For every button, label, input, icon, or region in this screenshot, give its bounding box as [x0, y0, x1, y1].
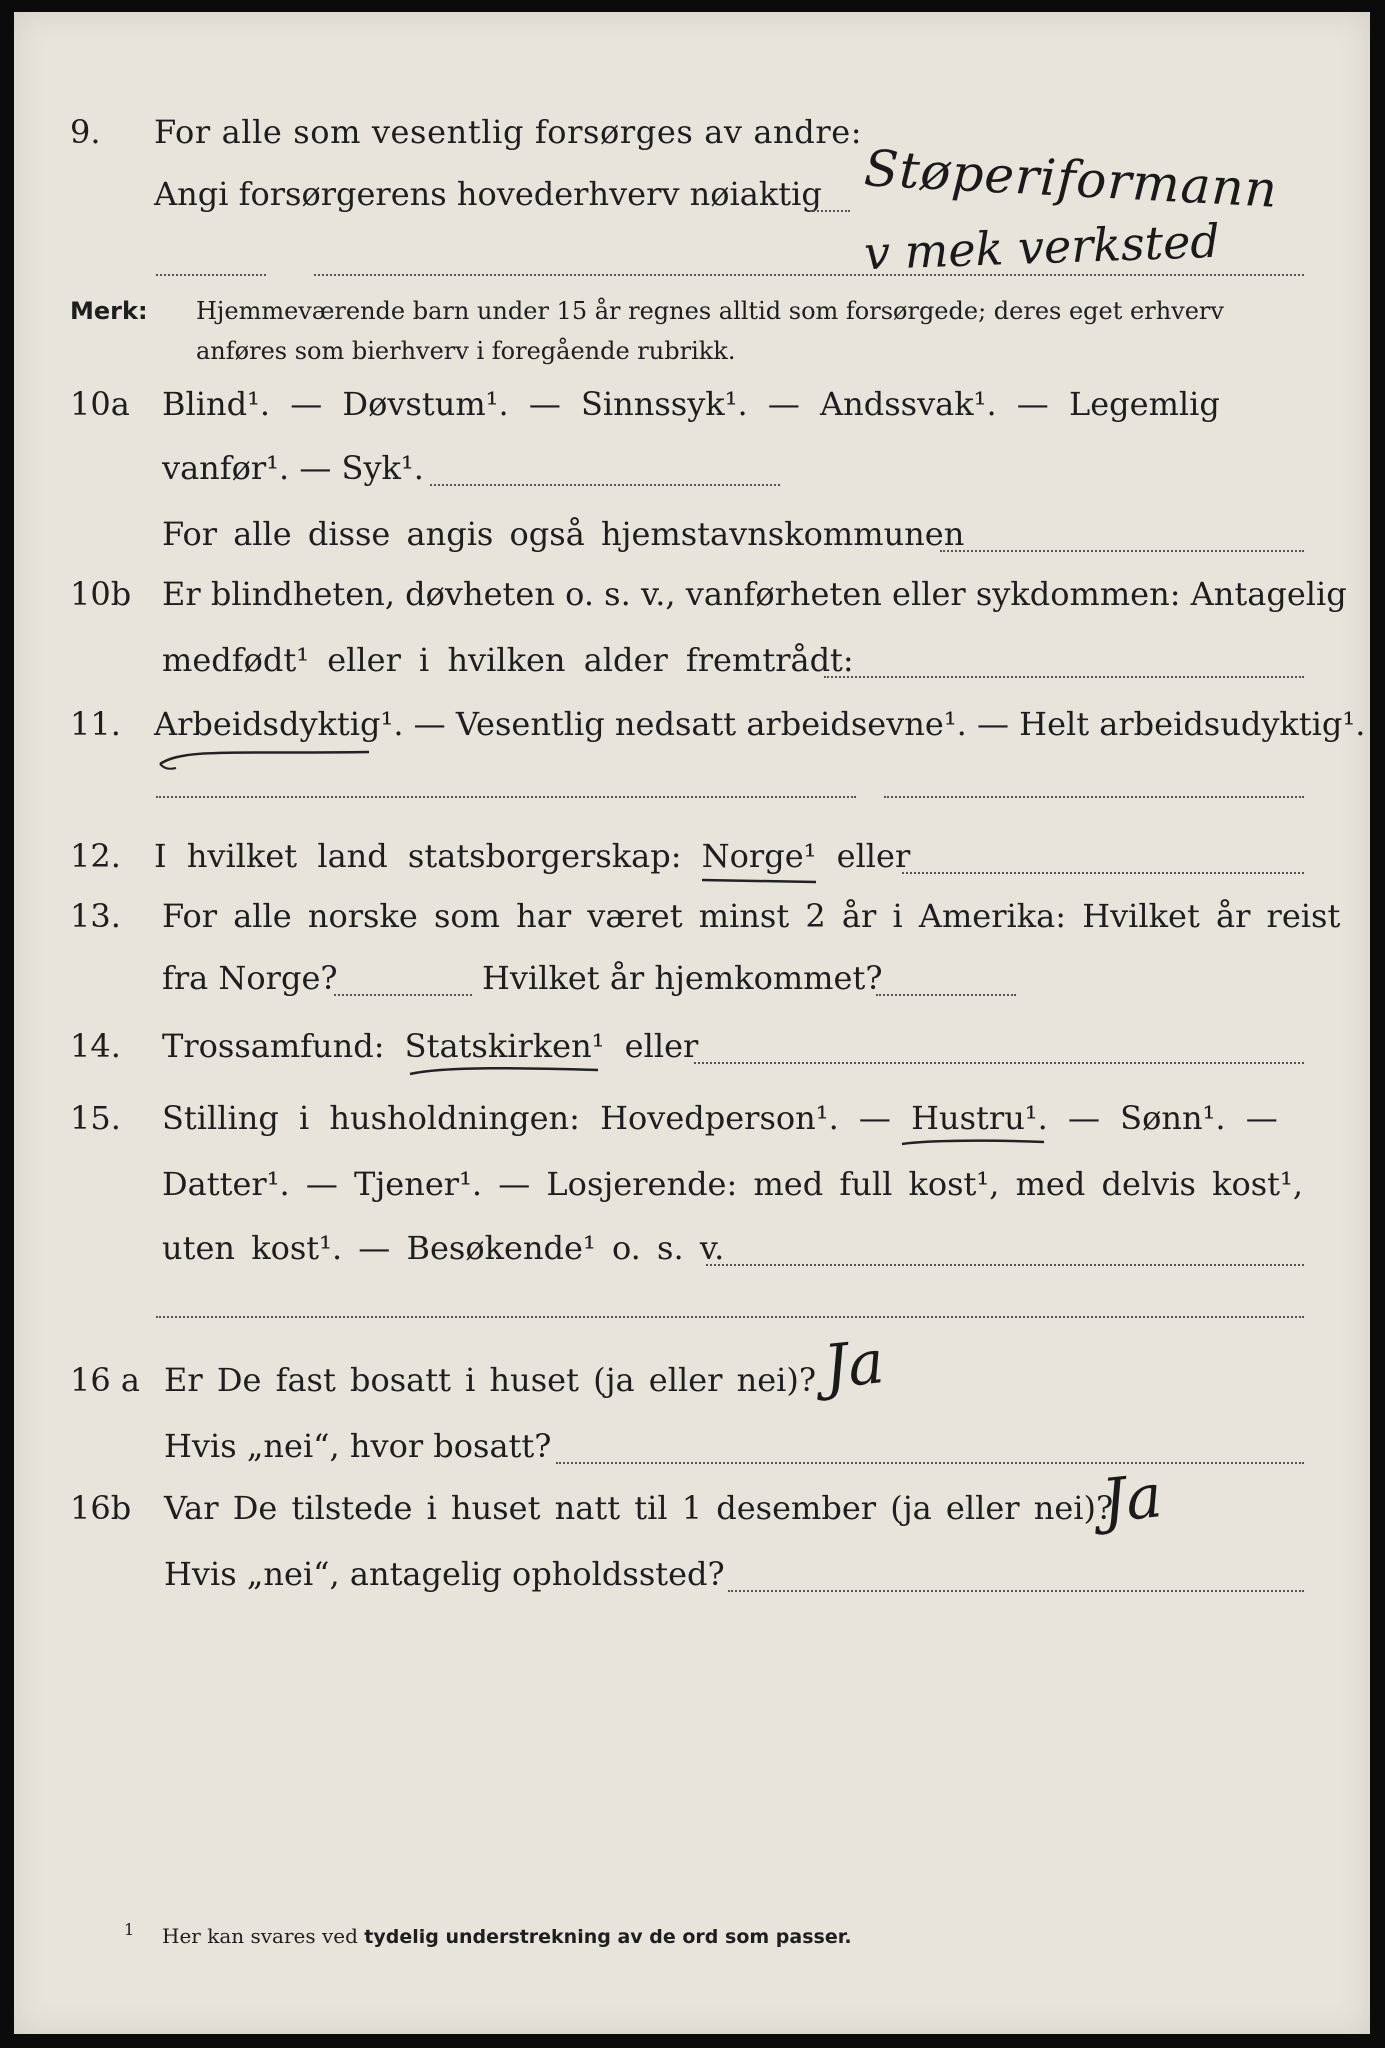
question-text: Var De tilstede i huset natt til 1 desember (ja eller nei)? — [164, 1489, 1114, 1527]
question-text: Hvilket år hjemkommet? — [482, 959, 883, 997]
question-text: Stilling i husholdningen: Hovedperson¹. — Hustru¹. — Sønn¹. — — [162, 1099, 1278, 1137]
handwritten-underline — [700, 874, 820, 888]
question-text: uten kost¹. — Besøkende¹ o. s. v. — [162, 1229, 725, 1267]
question-text: Arbeidsdyktig¹. — Vesentlig nedsatt arbeidsevne¹. — Helt arbeidsudyktig¹. — [154, 705, 1366, 743]
fill-line — [706, 1264, 1304, 1266]
note-text: Hjemmeværende barn under 15 år regnes alltid som forsørgede; deres eget erhverv — [196, 297, 1224, 325]
question-text: For alle norske som har været minst 2 år i Amerika: Hvilket år reist — [162, 897, 1341, 935]
fill-line — [156, 274, 266, 276]
question-text: Hvis „nei“, antagelig opholdssted? — [164, 1555, 725, 1593]
question-16a-line2 — [14, 1424, 1370, 1468]
question-number: 14. — [70, 1027, 121, 1065]
handwritten-answer-ja: Ja — [1098, 1461, 1166, 1537]
question-13 — [14, 894, 1370, 938]
census-form-page — [14, 12, 1370, 2034]
note-block — [14, 294, 1370, 374]
question-9 — [14, 110, 1370, 154]
question-number: 11. — [70, 705, 121, 743]
question-15-line2 — [14, 1162, 1370, 1206]
question-16b-line2 — [14, 1552, 1370, 1596]
question-11 — [14, 702, 1370, 746]
question-text: vanfør¹. — Syk¹. — [162, 449, 424, 487]
question-text: For alle som vesentlig forsørges av andre: — [154, 113, 863, 151]
fill-line — [556, 1462, 1304, 1464]
question-10b — [14, 572, 1370, 616]
question-10a — [14, 382, 1370, 426]
handwritten-answer-workplace: v mek verksted — [863, 213, 1221, 281]
note-text: anføres som bierhverv i foregående rubrikk. — [196, 337, 736, 365]
fill-line — [694, 1062, 1304, 1064]
question-number: 15. — [70, 1099, 121, 1137]
question-number: 16b — [70, 1489, 132, 1527]
question-text: Hvis „nei“, hvor bosatt? — [164, 1427, 552, 1465]
fill-line — [314, 274, 1304, 276]
question-15 — [14, 1096, 1370, 1140]
handwritten-underline — [406, 1060, 602, 1084]
fill-line — [156, 1316, 1304, 1318]
fill-line — [430, 484, 780, 486]
question-16b — [14, 1486, 1370, 1530]
question-12 — [14, 834, 1370, 878]
question-text: For alle disse angis også hjemstavnskommunen — [162, 515, 965, 553]
question-number: 13. — [70, 897, 121, 935]
question-number: 10a — [70, 385, 130, 423]
handwritten-answer-ja: Ja — [820, 1327, 888, 1403]
question-15-line3 — [14, 1226, 1370, 1270]
question-number: 12. — [70, 837, 121, 875]
question-number: 10b — [70, 575, 132, 613]
footnote-text — [162, 1924, 852, 1948]
question-text: I hvilket land statsborgerskap: Norge¹ eller — [154, 837, 911, 875]
fill-line — [824, 676, 1304, 678]
fill-line — [334, 994, 472, 996]
question-text: Blind¹. — Døvstum¹. — Sinnssyk¹. — Andssvak¹. — Legemlig — [162, 385, 1220, 423]
fill-line — [940, 550, 1304, 552]
question-number: 16 a — [70, 1361, 140, 1399]
fill-line — [884, 796, 1304, 798]
fill-line — [902, 872, 1304, 874]
question-16a — [14, 1358, 1370, 1402]
question-10a-line3 — [14, 512, 1370, 556]
question-text: Er De fast bosatt i huset (ja eller nei)? — [164, 1361, 817, 1399]
question-13-line2 — [14, 956, 1370, 1000]
question-10b-line2 — [14, 638, 1370, 682]
question-10a-line2 — [14, 446, 1370, 490]
footnote-bold: tydelig understrekning av de ord som passer. — [364, 1926, 852, 1948]
question-text: Trossamfund: Statskirken¹ eller — [162, 1027, 699, 1065]
handwritten-answer-occupation: Støperiformann — [862, 139, 1280, 219]
question-14 — [14, 1024, 1370, 1068]
handwritten-underline — [898, 1134, 1048, 1152]
question-text: Er blindheten, døvheten o. s. v., vanførheten eller sykdommen: Antagelig — [162, 575, 1347, 613]
footnote-mark: 1 — [124, 1920, 135, 1939]
fill-line — [876, 994, 1016, 996]
fill-line — [810, 210, 850, 212]
question-text: Datter¹. — Tjener¹. — Losjerende: med full kost¹, med delvis kost¹, — [162, 1165, 1304, 1203]
question-text: medfødt¹ eller i hvilken alder fremtrådt: — [162, 641, 854, 679]
fill-line — [156, 796, 856, 798]
footnote-plain: Her kan svares ved — [162, 1924, 358, 1948]
question-number: 9. — [70, 113, 101, 151]
note-label: Merk: — [70, 297, 148, 325]
fill-line — [728, 1590, 1304, 1592]
question-text: Angi forsørgerens hovederhverv nøiaktig — [154, 175, 822, 213]
question-text: fra Norge? — [162, 959, 338, 997]
handwritten-underline — [154, 744, 374, 774]
